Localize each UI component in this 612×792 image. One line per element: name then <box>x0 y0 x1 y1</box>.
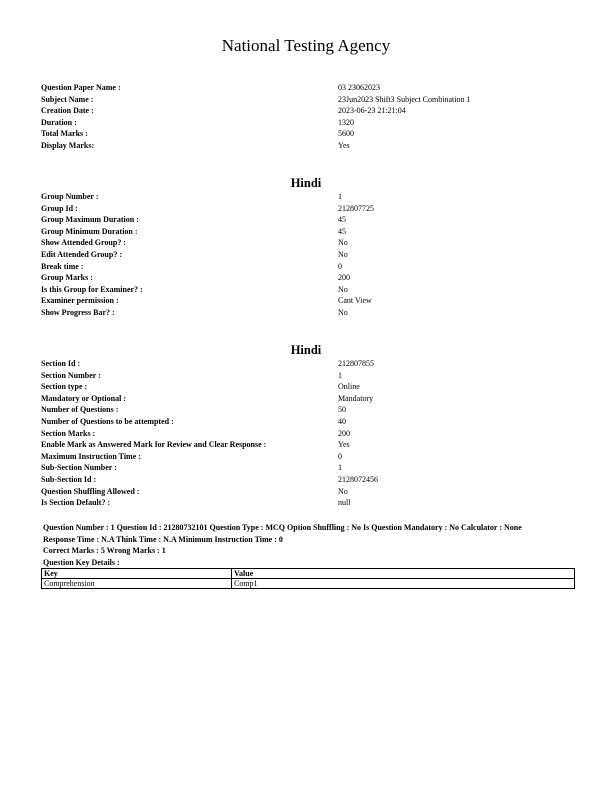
field-label: Number of Questions : <box>41 405 119 415</box>
field-label: Show Progress Bar? : <box>41 307 115 317</box>
question-timing-line: Response Time : N.A Think Time : N.A Minimum Instruction Time : 0 <box>43 534 283 544</box>
section-row <box>41 462 581 474</box>
group-row <box>41 272 581 284</box>
field-value: 45 <box>338 226 346 236</box>
field-value: 1 <box>338 370 342 380</box>
column-header-key: Key <box>42 569 232 579</box>
field-label: Display Marks: <box>41 140 95 150</box>
question-key-heading: Question Key Details : <box>43 557 120 567</box>
field-value: No <box>338 284 348 294</box>
field-value: 212807725 <box>338 203 374 213</box>
field-label: Group Number : <box>41 192 99 201</box>
field-value: No <box>338 238 348 248</box>
section-row <box>41 486 581 498</box>
field-value: 0 <box>338 261 342 271</box>
field-label: Question Paper Name : <box>41 83 121 92</box>
table-row <box>42 579 575 589</box>
field-value: No <box>338 249 348 259</box>
section-row <box>41 358 581 370</box>
field-value: 23Jun2023 Shift3 Subject Combination 1 <box>338 94 471 104</box>
group-row <box>41 295 581 307</box>
table-header-row <box>42 569 575 579</box>
table-cell-key: Comprehension <box>42 579 232 589</box>
group-row <box>41 307 581 319</box>
field-label: Show Attended Group? : <box>41 238 126 248</box>
field-value: 200 <box>338 273 350 283</box>
field-label: Examiner permission : <box>41 296 119 306</box>
field-label: Creation Date : <box>41 106 94 116</box>
field-value: No <box>338 307 348 317</box>
field-label: Subject Name : <box>41 94 94 104</box>
group-row <box>41 191 581 203</box>
field-label: Number of Questions to be attempted : <box>41 416 174 426</box>
field-label: Enable Mark as Answered Mark for Review and Clear Response : <box>41 440 267 450</box>
field-value: Cant View <box>338 296 372 306</box>
field-value: Online <box>338 382 360 392</box>
field-value: 212807855 <box>338 359 374 368</box>
field-value: 40 <box>338 416 346 426</box>
field-label: Question Shuffling Allowed : <box>41 486 140 496</box>
field-label: Section Marks : <box>41 428 96 438</box>
question-info <box>43 522 583 568</box>
field-label: Group Id : <box>41 203 78 213</box>
field-value: 03 23062023 <box>338 83 380 92</box>
paper-row <box>41 94 581 106</box>
field-label: Sub-Section Id : <box>41 474 97 484</box>
field-value: 1 <box>338 463 342 473</box>
field-label: Total Marks : <box>41 129 88 139</box>
group-row <box>41 203 581 215</box>
field-label: Group Minimum Duration : <box>41 226 138 236</box>
field-label: Mandatory or Optional : <box>41 393 126 403</box>
section-row <box>41 404 581 416</box>
paper-row <box>41 128 581 140</box>
field-value: Mandatory <box>338 393 374 403</box>
field-label: Section Number : <box>41 370 101 380</box>
question-key-table <box>41 568 575 589</box>
section-details <box>41 358 581 509</box>
section-row <box>41 381 581 393</box>
field-label: Is this Group for Examiner? : <box>41 284 143 294</box>
field-value: Yes <box>338 140 350 150</box>
section-row <box>41 451 581 463</box>
field-label: Is Section Default? : <box>41 498 111 508</box>
field-label: Maximum Instruction Time : <box>41 451 141 461</box>
question-marks-line: Correct Marks : 5 Wrong Marks : 1 <box>43 546 166 555</box>
field-value: null <box>338 498 351 508</box>
page-title: National Testing Agency <box>221 36 391 55</box>
field-value: 1 <box>338 192 342 201</box>
group-heading: Hindi <box>290 176 322 190</box>
field-value: 50 <box>338 405 346 415</box>
field-value: 45 <box>338 215 346 225</box>
section-row <box>41 428 581 440</box>
field-value: 5600 <box>338 129 354 139</box>
section-row <box>41 370 581 382</box>
group-row <box>41 261 581 273</box>
group-details <box>41 191 581 319</box>
section-row <box>41 497 581 509</box>
field-label: Duration : <box>41 117 77 127</box>
field-label: Group Marks : <box>41 273 93 283</box>
field-value: Yes <box>338 440 350 450</box>
field-value: 2023-06-23 21:21:04 <box>338 106 406 116</box>
field-label: Edit Attended Group? : <box>41 249 122 259</box>
section-row <box>41 393 581 405</box>
field-label: Sub-Section Number : <box>41 463 117 473</box>
field-label: Group Maximum Duration : <box>41 215 139 225</box>
paper-row <box>41 140 581 152</box>
field-label: Break time : <box>41 261 84 271</box>
group-row <box>41 284 581 296</box>
field-value: 1320 <box>338 117 354 127</box>
group-row <box>41 237 581 249</box>
section-heading: Hindi <box>290 343 322 357</box>
paper-row <box>41 82 581 94</box>
column-header-value: Value <box>232 569 575 579</box>
section-row <box>41 416 581 428</box>
group-row <box>41 214 581 226</box>
group-row <box>41 249 581 261</box>
field-value: 2128072456 <box>338 474 378 484</box>
group-row <box>41 226 581 238</box>
section-row <box>41 439 581 451</box>
paper-row <box>41 105 581 117</box>
field-label: Section Id : <box>41 359 81 368</box>
field-value: 200 <box>338 428 350 438</box>
section-row <box>41 474 581 486</box>
table-cell-value: Comp1 <box>232 579 575 589</box>
question-meta-line: Question Number : 1 Question Id : 21280732101 Question Type : MCQ Option Shuffling : No Is Question Mandatory : No Calculator : None <box>43 523 522 532</box>
field-value: No <box>338 486 348 496</box>
paper-row <box>41 117 581 129</box>
paper-details <box>41 82 581 152</box>
field-value: 0 <box>338 451 342 461</box>
field-label: Section type : <box>41 382 88 392</box>
